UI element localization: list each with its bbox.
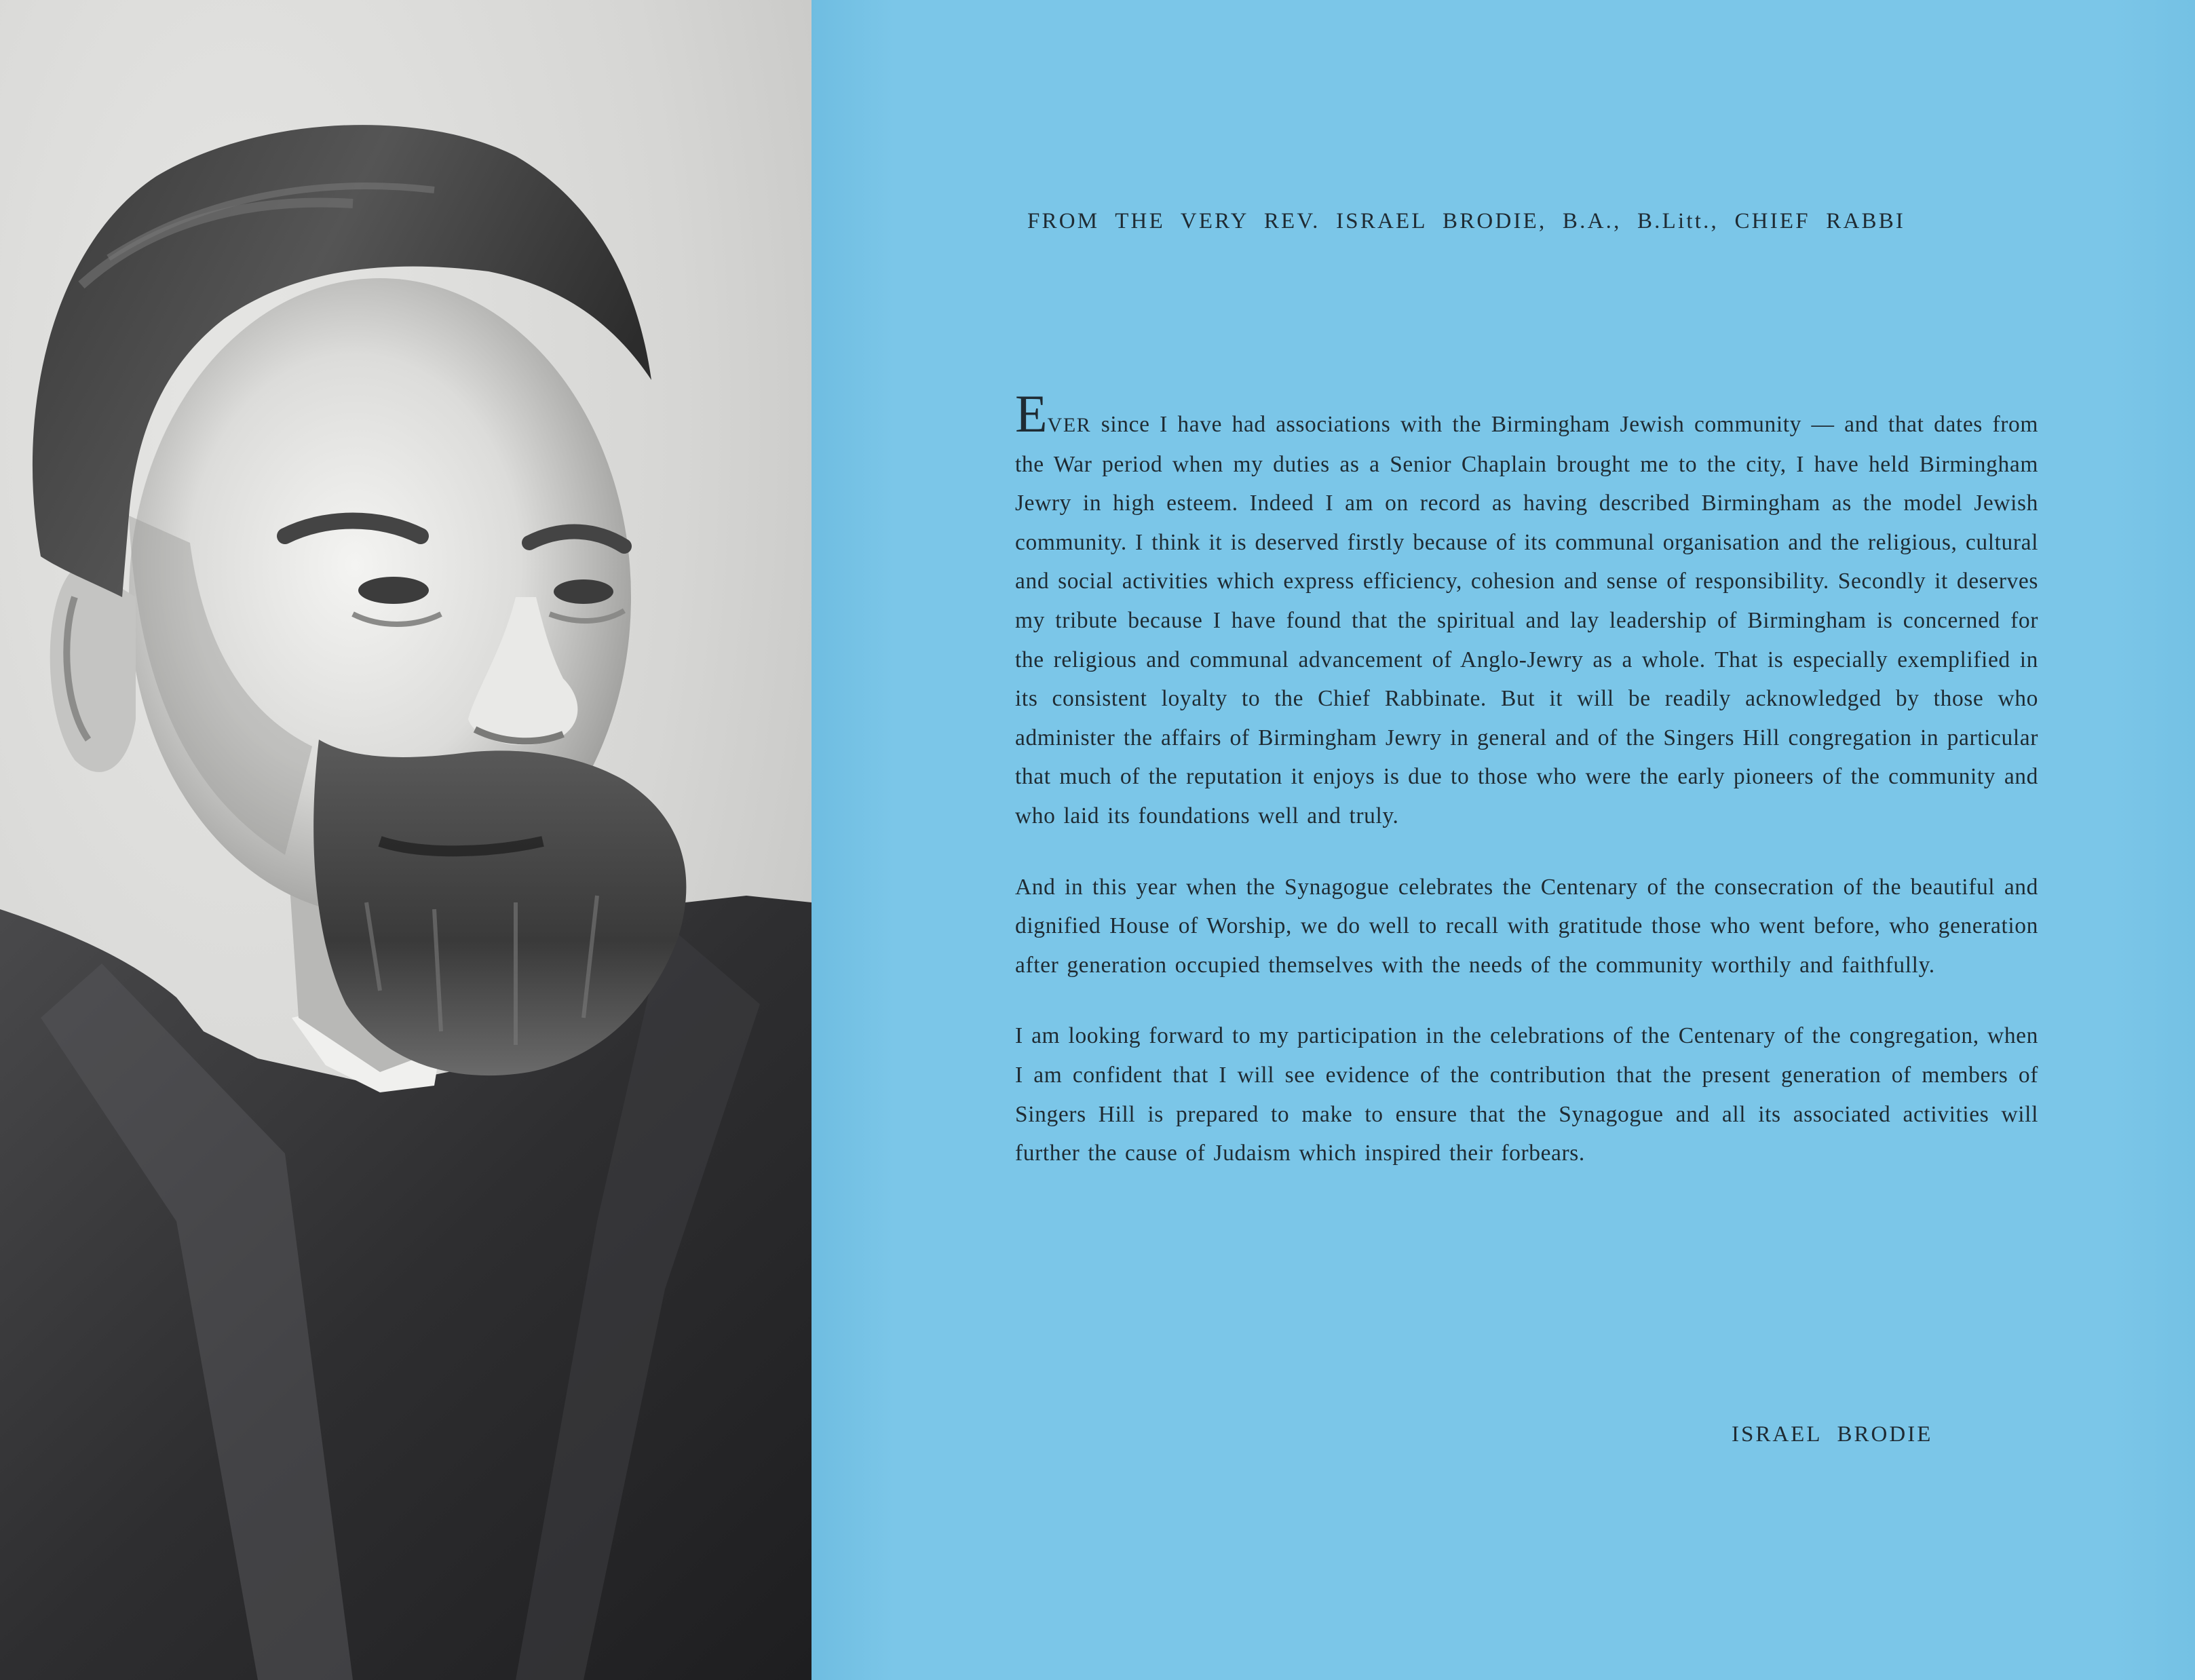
letter-paragraph-2: And in this year when the Synagogue celebrates the Centenary of the consecration of the beautiful and dignified House of Worship, we do well to recall with gratitude those who went before, who generation after generation occupied themselves with the needs of the community worthily and faithfully. xyxy=(1015,874,2038,978)
paragraph-1-text: since I have had associations with the Birmingham Jewish community — and that dates from the War period when my duties as a Senior Chaplain brought me to the city, I have held Birmingham Jewry in high esteem. Indeed I am on record as having described Birmingham as the model Jewish community. I think it is deserved firstly because of its communal organisation and the religious, cultural and social activities which express efficiency, cohesion and sense of responsibility. Secondly it deserves my tribute because I have found that the spiritual and lay leadership of Birmingham is concerned for the religious and communal advancement of Anglo-Jewry as a whole. That is especially exemplified in its consistent loyalty to the Chief Rabbinate. But it will be readily acknowledged by those who administer the affairs of Birmingham Jewry in general and of the Singers Hill congregation in particular that much of the reputation it enjoys is due to those who were the early pioneers of the community and who laid its foundations well and truly. xyxy=(1015,412,2038,828)
letter-heading: FROM THE VERY REV. ISRAEL BRODIE, B.A., B.Litt., CHIEF RABBI xyxy=(1027,209,1906,233)
drop-cap: E xyxy=(1015,384,1048,443)
drop-cap-rest: VER xyxy=(1047,414,1092,436)
letter-signature: ISRAEL BRODIE xyxy=(1732,1422,1933,1447)
letter-body xyxy=(1015,384,2038,1205)
portrait-photo-page xyxy=(0,0,812,1680)
letter-paragraph-3: I am looking forward to my participation in the celebrations of the Centenary of the congregation, when I am confident that I will see evidence of the contribution that the present generation of members of Singers Hill is prepared to make to ensure that the Synagogue and all its associated activities will further the cause of Judaism which inspired their forbears. xyxy=(1015,1023,2038,1166)
eye-right xyxy=(554,579,613,604)
letter-paragraph-1 xyxy=(1015,384,2038,836)
eye-left xyxy=(358,577,429,604)
letter-page xyxy=(812,0,2195,1680)
portrait-photo xyxy=(0,0,812,1680)
